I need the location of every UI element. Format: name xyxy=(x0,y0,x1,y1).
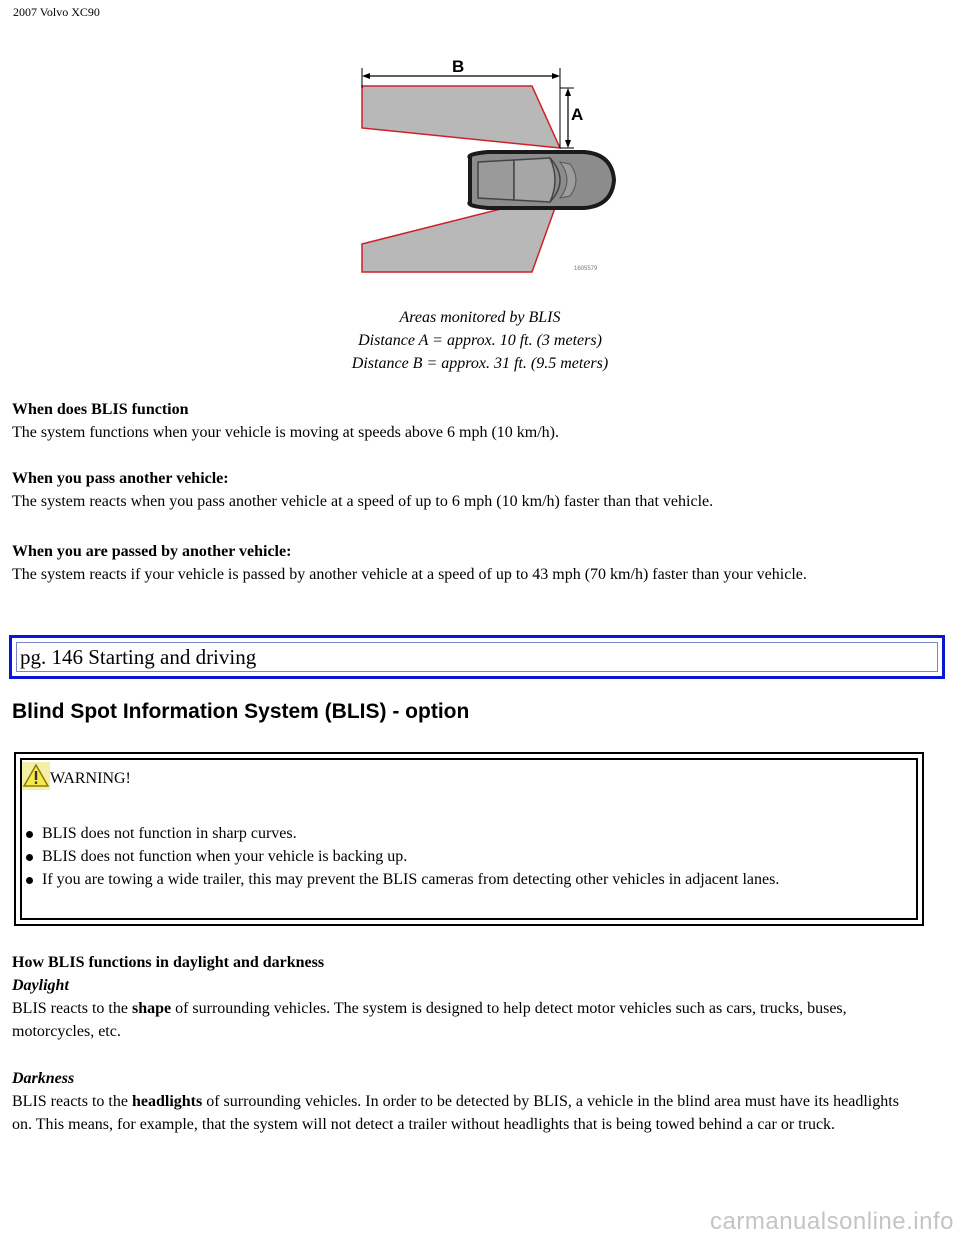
image-code: 1605579 xyxy=(574,266,598,272)
paragraph-daylight xyxy=(12,951,902,1043)
paragraph-darkness xyxy=(12,1067,917,1136)
page-banner-label: pg. 146 Starting and driving xyxy=(20,645,257,669)
paragraph-heading: When does BLIS function xyxy=(12,401,189,418)
paragraph-text-pre: BLIS reacts to the xyxy=(12,1000,132,1017)
warning-title-row xyxy=(22,762,131,790)
paragraph-subheading: Daylight xyxy=(12,977,69,994)
paragraph-text-post: of surrounding vehicles. The system is designed to help detect motor vehicles such as cars, trucks, buses, motorcycles, etc. xyxy=(12,1000,847,1040)
blis-diagram xyxy=(338,44,624,284)
warning-list xyxy=(20,822,912,891)
paragraph-text-bold: headlights xyxy=(131,1093,203,1110)
paragraph-when-function xyxy=(12,398,932,444)
warning-triangle-icon xyxy=(22,762,50,790)
caption-line: Areas monitored by BLIS xyxy=(399,309,561,326)
caption-line: Distance A = approx. 10 ft. (3 meters) xyxy=(358,332,602,349)
paragraph-text-bold: shape xyxy=(131,1000,172,1017)
warning-title: WARNING! xyxy=(50,770,131,787)
paragraph-heading: When you are passed by another vehicle: xyxy=(12,543,292,560)
paragraph-heading: How BLIS functions in daylight and darkness xyxy=(12,954,325,971)
paragraph-text-post: of surrounding vehicles. In order to be detected by BLIS, a vehicle in the blind area must have its headlights on. This means, for example, that the system will not detect a trailer without headlights that is being towed behind a car or truck. xyxy=(12,1093,899,1133)
paragraph-text: The system reacts when you pass another vehicle at a speed of up to 6 mph (10 km/h) faster than that vehicle. xyxy=(12,493,714,510)
page-banner xyxy=(9,635,945,679)
figure-caption xyxy=(0,306,960,375)
warning-box xyxy=(14,752,924,926)
section-title: Blind Spot Information System (BLIS) - option xyxy=(12,700,470,723)
paragraph-text: The system reacts if your vehicle is passed by another vehicle at a speed of up to 43 mph (70 km/h) faster than your vehicle. xyxy=(12,566,807,583)
list-item: BLIS does not function when your vehicle is backing up. xyxy=(20,845,912,868)
paragraph-text-pre: BLIS reacts to the xyxy=(12,1093,132,1110)
document-header: 2007 Volvo XC90 xyxy=(13,5,100,19)
paragraph-text: The system functions when your vehicle is moving at speeds above 6 mph (10 km/h). xyxy=(12,424,560,441)
paragraph-subheading: Darkness xyxy=(12,1070,75,1087)
caption-line: Distance B = approx. 31 ft. (9.5 meters) xyxy=(351,355,609,372)
paragraph-being-passed xyxy=(12,540,912,586)
paragraph-passing xyxy=(12,467,932,513)
list-item: If you are towing a wide trailer, this may prevent the BLIS cameras from detecting other vehicles in adjacent lanes. xyxy=(20,868,912,891)
list-item: BLIS does not function in sharp curves. xyxy=(20,822,912,845)
label-a: A xyxy=(571,105,584,124)
watermark: carmanualsonline.info xyxy=(710,1208,954,1235)
car-top-view xyxy=(469,152,614,208)
paragraph-heading: When you pass another vehicle: xyxy=(12,470,229,487)
label-b: B xyxy=(452,57,465,76)
